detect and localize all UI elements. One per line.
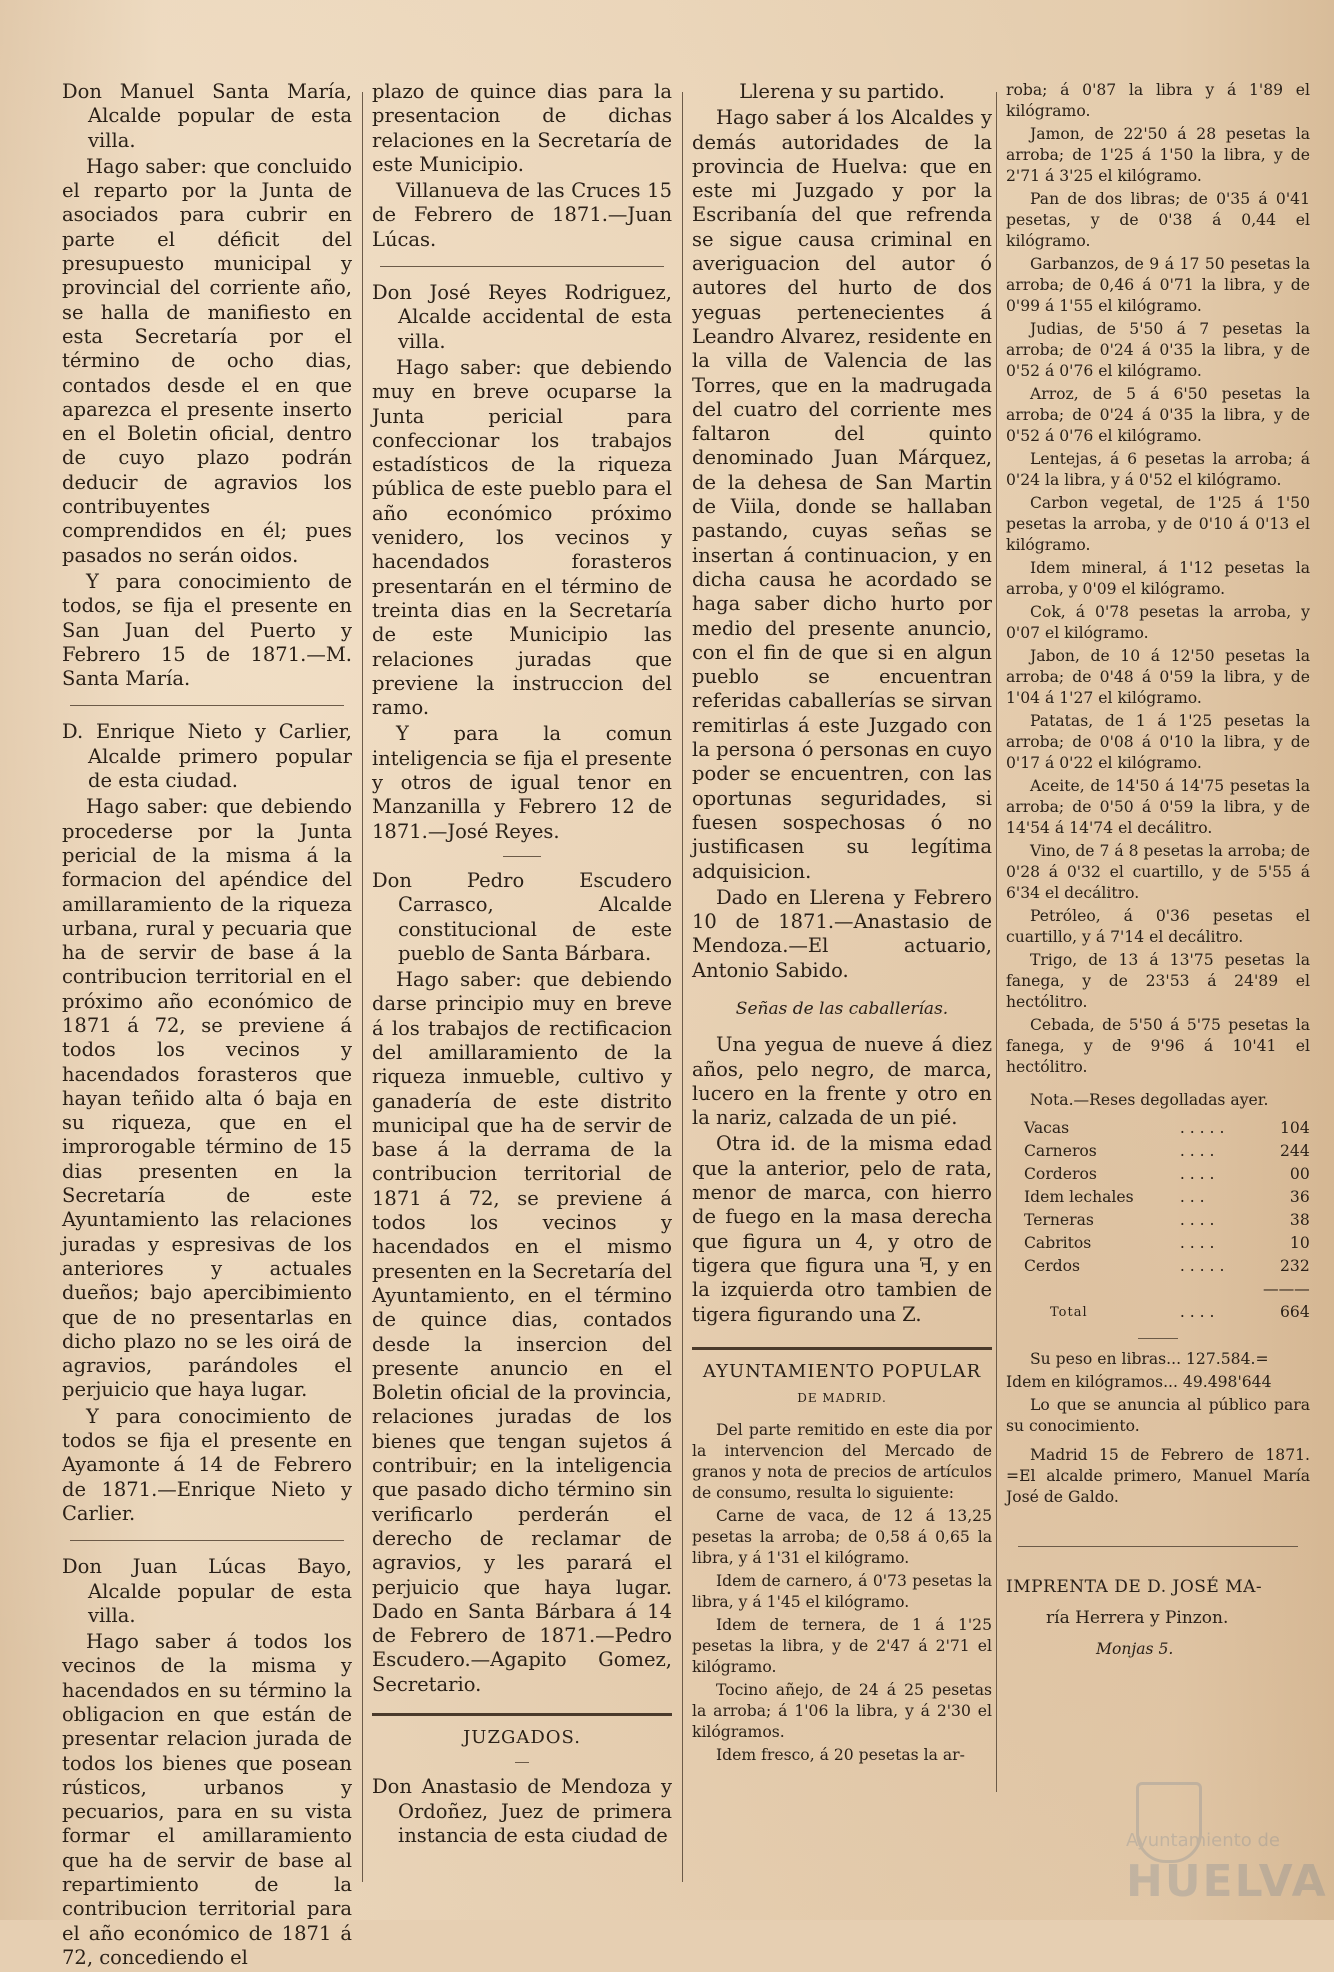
table-row — [1024, 1232, 1310, 1255]
notice-paragraph: Hago saber: que debiendo procederse por la Junta pericial de la misma á la formacion del apéndice del amillaramiento de la riqueza urbana, rural y pecuaria que ha de servir de base á la contribucion territorial en el próximo año económico de 1871 á 72, se previene á todos los vecinos y hacendados forasteros que hayan teñido alta ó baja en su riqueza, que en el improrogable término de 15 dias presenten en la Secretaría de este Ayuntamiento las relaciones juradas y espresivas de los anteriores y actuales dueños; bajo apercibimiento que de no presentarlas en dicho plazo no se les oirá de agravios, parándoles el perjuicio que haya lugar. — [62, 795, 352, 1402]
section-divider — [70, 705, 344, 706]
market-price-item: Carbon vegetal, de 1'25 á 1'50 pesetas la arroba, y de 0'10 á 0'13 el kilógramo. — [1006, 494, 1310, 554]
peso-line: Lo que se anuncia al público para su conocimiento. — [1006, 1396, 1310, 1435]
peso-line: Idem en kilógramos... 49.498'644 — [1006, 1373, 1272, 1391]
reses-name: Carneros — [1024, 1142, 1097, 1160]
signature-line: Madrid 15 de Febrero de 1871. =El alcalde primero, Manuel María José de Galdo. — [1006, 1446, 1310, 1506]
market-price-item: Jamon, de 22'50 á 28 pesetas la arroba; de 1'25 á 1'50 la libra, y de 2'71 á 3'25 el kilógramo. — [1006, 125, 1310, 185]
market-price-item: Idem de ternera, de 1 á 1'25 pesetas la libra, y de 2'47 á 2'71 el kilógramo. — [692, 1616, 992, 1677]
short-divider — [515, 1762, 529, 1763]
reses-name: Vacas — [1024, 1119, 1070, 1137]
reses-value: 38 — [1289, 1211, 1310, 1229]
section-title: AYUNTAMIENTO POPULAR — [702, 1360, 982, 1382]
notice-paragraph: Hago saber: que debiendo muy en breve ocuparse la Junta pericial para confeccionar los trabajos estadísticos de la riqueza pública de este pueblo para el año económico próximo venidero, los vecinos y hacendados forasteros presentarán en el término de treinta dias en la Secretaría de este Municipio las relaciones juradas que previene la instruccion del ramo. — [372, 355, 672, 720]
notice-heading: D. Enrique Nieto y Carlier, Alcalde primero popular de esta ciudad. — [62, 720, 352, 793]
column-rule-2 — [682, 92, 683, 1882]
market-price-item: Jabon, de 10 á 12'50 pesetas la arroba; de 0'48 á 0'59 la libra, y de 1'04 á 1'27 el kilógramo. — [1006, 647, 1310, 707]
market-price-item: Garbanzos, de 9 á 17 50 pesetas la arroba; de 0,46 á 0'71 la libra, y de 0'99 á 1'55 el kilógramo. — [1006, 255, 1310, 315]
table-row — [1024, 1255, 1310, 1278]
notice-paragraph: Hago saber á los Alcaldes y demás autoridades de la provincia de Huelva: que en este mi Juzgado y por la Escribanía del que refrenda se sigue causa criminal en averiguacion del autor ó autores del hurto de dos yeguas pertenecientes á Leandro Alvarez, residente en la villa de Valencia de las Torres, que en la madrugada del cuatro del corriente mes faltaron del quinto denominado Juan Márquez, de la dehesa de San Martin de Viila, donde se hallaban pastando, cuyas señas se insertan á continuacion, y en dicha causa he acordado se haga saber dicho hurto por medio del presente anuncio, con el fin de que si en algun pueblo se encuentran referidas caballerías se sirvan remitirlas á este Juzgado con la persona ó personas en cuyo poder se encuentren, con las oportunas seguridades, si fuesen sospechosas ó no justificasen su legítima adquisicion. — [692, 106, 992, 883]
reses-value: 00 — [1289, 1165, 1310, 1183]
reses-dots: . . . . — [1179, 1165, 1215, 1183]
table-row — [1024, 1278, 1310, 1301]
market-price-item: Aceite, de 14'50 á 14'75 pesetas la arroba; de 0'50 á 0'59 la libra, y de 14'54 á 14'74 el decálitro. — [1006, 777, 1310, 837]
notice-paragraph: Hago saber: que concluido el reparto por la Junta de asociados para cubrir en parte el déficit del presupuesto municipal y provincial del corriente año, se halla de manifiesto en esta Secretaría por el término de ocho dias, contados desde el en que aparezca el presente inserto en el Boletin oficial, dentro de cuyo plazo podrán deducir de agravios los contribuyentes comprendidos en él; pues pasados no serán oidos. — [62, 154, 352, 567]
column-rule-3 — [996, 92, 997, 1792]
table-row — [1024, 1140, 1310, 1163]
reses-name: Corderos — [1024, 1165, 1097, 1183]
section-subtitle: DE MADRID. — [797, 1391, 887, 1406]
stamp-top-text: Ayuntamiento de — [1126, 1830, 1280, 1851]
table-row — [1024, 1209, 1310, 1232]
notice-paragraph: Villanueva de las Cruces 15 de Febrero de 1871.—Juan Lúcas. — [372, 179, 672, 251]
reses-value: 10 — [1289, 1234, 1310, 1252]
market-price-item: Carne de vaca, de 12 á 13,25 pesetas la arroba; de 0,58 á 0,65 la libra, y á 1'31 el kilógramo. — [692, 1507, 992, 1568]
section-title: JUZGADOS. — [463, 1727, 581, 1748]
reses-value: 232 — [1279, 1257, 1310, 1275]
market-price-item: Idem mineral, á 1'12 pesetas la arroba, y 0'09 el kilógramo. — [1006, 559, 1310, 598]
section-divider — [1018, 1546, 1298, 1547]
notice-heading: Don Pedro Escudero Carrasco, Alcalde constitucional de este pueblo de Santa Bárbara. — [372, 868, 672, 965]
column-4 — [1006, 80, 1310, 1660]
market-price-item: Petróleo, á 0'36 pesetas el cuartillo, y á 7'14 el decálitro. — [1006, 907, 1310, 946]
market-price-item: Cebada, de 5'50 á 5'75 pesetas la fanega, y de 9'96 á 10'41 el hectólitro. — [1006, 1016, 1310, 1076]
notice-paragraph: Hago saber: que debiendo darse principio muy en breve á los trabajos de rectificacion del amillaramiento de la riqueza inmueble, cultivo y ganadería de este distrito municipal que ha de servir de base á la derrama de la contribucion territorial de 1871 á 72, se previene á todos los vecinos y hacendados en el mismo presenten en la Secretaría del Ayuntamiento, en el término de quince dias, contados desde la insercion del presente anuncio en el Boletin oficial de la provincia, relaciones juradas de los bienes que tengan sujetos á contribuir; en la inteligencia que pasado dicho término sin verificarlo perderán el derecho de reclamar de agravios, y les parará el perjuicio que haya lugar. Dado en Santa Bárbara á 14 de Febrero de 1871.—Pedro Escudero.—Agapito Gomez, Secretario. — [372, 968, 672, 1696]
heavy-rule — [692, 1347, 992, 1350]
reses-dots: . . . . — [1179, 1211, 1215, 1229]
market-price-item: Tocino añejo, de 24 á 25 pesetas la arroba; á 1'06 la libra, y á 2'30 el kilógramos. — [692, 1681, 992, 1742]
notice-heading: Don José Reyes Rodriguez, Alcalde accidental de esta villa. — [372, 281, 672, 353]
stamp-bottom-text: HUELVA — [1126, 1856, 1328, 1907]
column-2 — [372, 80, 672, 1850]
column-3 — [692, 80, 992, 1768]
column-rule-1 — [362, 92, 363, 1882]
section-divider — [70, 1540, 344, 1541]
market-price-item: Patatas, de 1 á 1'25 pesetas la arroba; de 0'08 á 0'10 la libra, y de 0'17 á 0'22 el kilógramo. — [1006, 712, 1310, 772]
market-price-item: Arroz, de 5 á 6'50 pesetas la arroba; de 0'24 á 0'35 la libra, y de 0'52 á 0'76 el kilógramo. — [1006, 385, 1310, 445]
peso-line: Su peso en libras... 127.584.= — [1030, 1350, 1269, 1368]
notice-paragraph: Y para conocimiento de todos, se fija el presente en San Juan del Puerto y Febrero 15 de 1871.—M. Santa María. — [62, 569, 352, 691]
total-dots: . . . . — [1179, 1303, 1215, 1321]
notice-paragraph: plazo de quince dias para la presentacion de dichas relaciones en la Secretaría de este Municipio. — [372, 80, 672, 176]
market-price-item: Cok, á 0'78 pesetas la arroba, y 0'07 el kilógramo. — [1006, 603, 1310, 642]
reses-name: Idem lechales — [1024, 1188, 1134, 1206]
market-price-item: Lentejas, á 6 pesetas la arroba; á 0'24 la libra, y á 0'52 el kilógramo. — [1006, 450, 1310, 489]
market-price-item: Vino, de 7 á 8 pesetas la arroba; de 0'28 á 0'32 el cuartillo, y de 5'55 á 6'34 el decálitro. — [1006, 842, 1310, 902]
reses-dots: . . . . . — [1179, 1257, 1225, 1275]
imprenta-line: IMPRENTA DE D. JOSÉ MA- — [1006, 1577, 1263, 1597]
reses-value: 36 — [1289, 1188, 1310, 1206]
watermark-stamp — [1126, 1772, 1328, 1907]
notice-heading: Don Manuel Santa María, Alcalde popular de esta villa. — [62, 80, 352, 152]
notice-paragraph: Otra id. de la misma edad que la anterior, pelo de rata, menor de marca, con hierro de fuego en la masa derecha que figura un 4, y otro de tigera que figura una ꟻ, y en la izquierda otro tambien de tigera figurando una Z. — [692, 1132, 992, 1326]
table-row — [1024, 1163, 1310, 1186]
notice-paragraph: Llerena y su partido. — [739, 80, 945, 103]
notice-paragraph: Y para la comun inteligencia se fija el presente y otros de igual tenor en Manzanilla y Febrero 12 de 1871.—José Reyes. — [372, 722, 672, 843]
notice-paragraph: Dado en Llerena y Febrero 10 de 1871.—Anastasio de Mendoza.—El actuario, Antonio Sabido. — [692, 885, 992, 982]
reses-name: Cerdos — [1024, 1257, 1080, 1275]
section-divider — [380, 266, 664, 267]
reses-name: Cabritos — [1024, 1234, 1092, 1252]
total-row — [1024, 1301, 1310, 1324]
total-dash: ——— — [1262, 1280, 1310, 1298]
market-paragraph: Del parte remitido en este dia por la intervencion del Mercado de granos y nota de precios de artículos de consumo, resulta lo siguiente: — [692, 1421, 992, 1503]
reses-dots: . . . . — [1179, 1234, 1215, 1252]
market-price-item: Trigo, de 13 á 13'75 pesetas la fanega, y de 23'53 á 24'89 el hectólitro. — [1006, 951, 1310, 1011]
reses-dots: . . . . — [1179, 1142, 1215, 1160]
column-1 — [62, 80, 352, 1972]
notice-paragraph: Y para conocimiento de todos se fija el presente en Ayamonte á 14 de Febrero de 1871.—Enrique Nieto y Carlier. — [62, 1404, 352, 1525]
short-divider — [1138, 1338, 1178, 1339]
reses-value: 244 — [1279, 1142, 1310, 1160]
imprenta-line: Monjas 5. — [1096, 1640, 1174, 1658]
reses-value: 104 — [1279, 1119, 1310, 1137]
reses-dots: . . . . . — [1179, 1119, 1225, 1137]
market-price-item: roba; á 0'87 la libra y á 1'89 el kilógramo. — [1006, 81, 1310, 120]
table-row — [1024, 1186, 1310, 1209]
market-price-item: Idem fresco, á 20 pesetas la ar- — [716, 1746, 965, 1765]
reses-name: Terneras — [1024, 1211, 1094, 1229]
reses-table — [1024, 1117, 1310, 1324]
short-divider — [503, 856, 541, 857]
nota-heading: Nota.—Reses degolladas ayer. — [1030, 1091, 1269, 1109]
total-label: Total — [1050, 1305, 1088, 1320]
section-subtitle: Señas de las caballerías. — [735, 998, 949, 1019]
notice-heading: Don Anastasio de Mendoza y Ordoñez, Juez de primera instancia de esta ciudad de — [372, 1775, 672, 1847]
reses-dots: . . . — [1179, 1188, 1205, 1206]
heavy-rule — [372, 1713, 672, 1716]
notice-paragraph: Una yegua de nueve á diez años, pelo negro, de marca, lucero en la frente y otro en la nariz, calzada de un pié. — [692, 1033, 992, 1130]
market-price-item: Idem de carnero, á 0'73 pesetas la libra, y á 1'45 el kilógramo. — [692, 1572, 992, 1612]
notice-heading: Don Juan Lúcas Bayo, Alcalde popular de esta villa. — [62, 1555, 352, 1627]
notice-paragraph: Hago saber á todos los vecinos de la misma y hacendados en su término la obligacion en que están de presentar relacion jurada de todos los bienes que posean rústicos, urbanos y pecuarios, para en su vista formar el amillaramiento que ha de servir de base al repartimiento de la contribucion territorial para el año económico de 1871 á 72, concediendo el — [62, 1630, 352, 1969]
table-row — [1024, 1117, 1310, 1140]
imprenta-line: ría Herrera y Pinzon. — [1046, 1608, 1229, 1628]
total-value: 664 — [1279, 1303, 1310, 1321]
market-price-item: Judias, de 5'50 á 7 pesetas la arroba; de 0'24 á 0'35 la libra, y de 0'52 á 0'76 el kilógramo. — [1006, 320, 1310, 380]
market-price-item: Pan de dos libras; de 0'35 á 0'41 pesetas, y de 0'38 á 0,44 el kilógramo. — [1006, 190, 1310, 250]
